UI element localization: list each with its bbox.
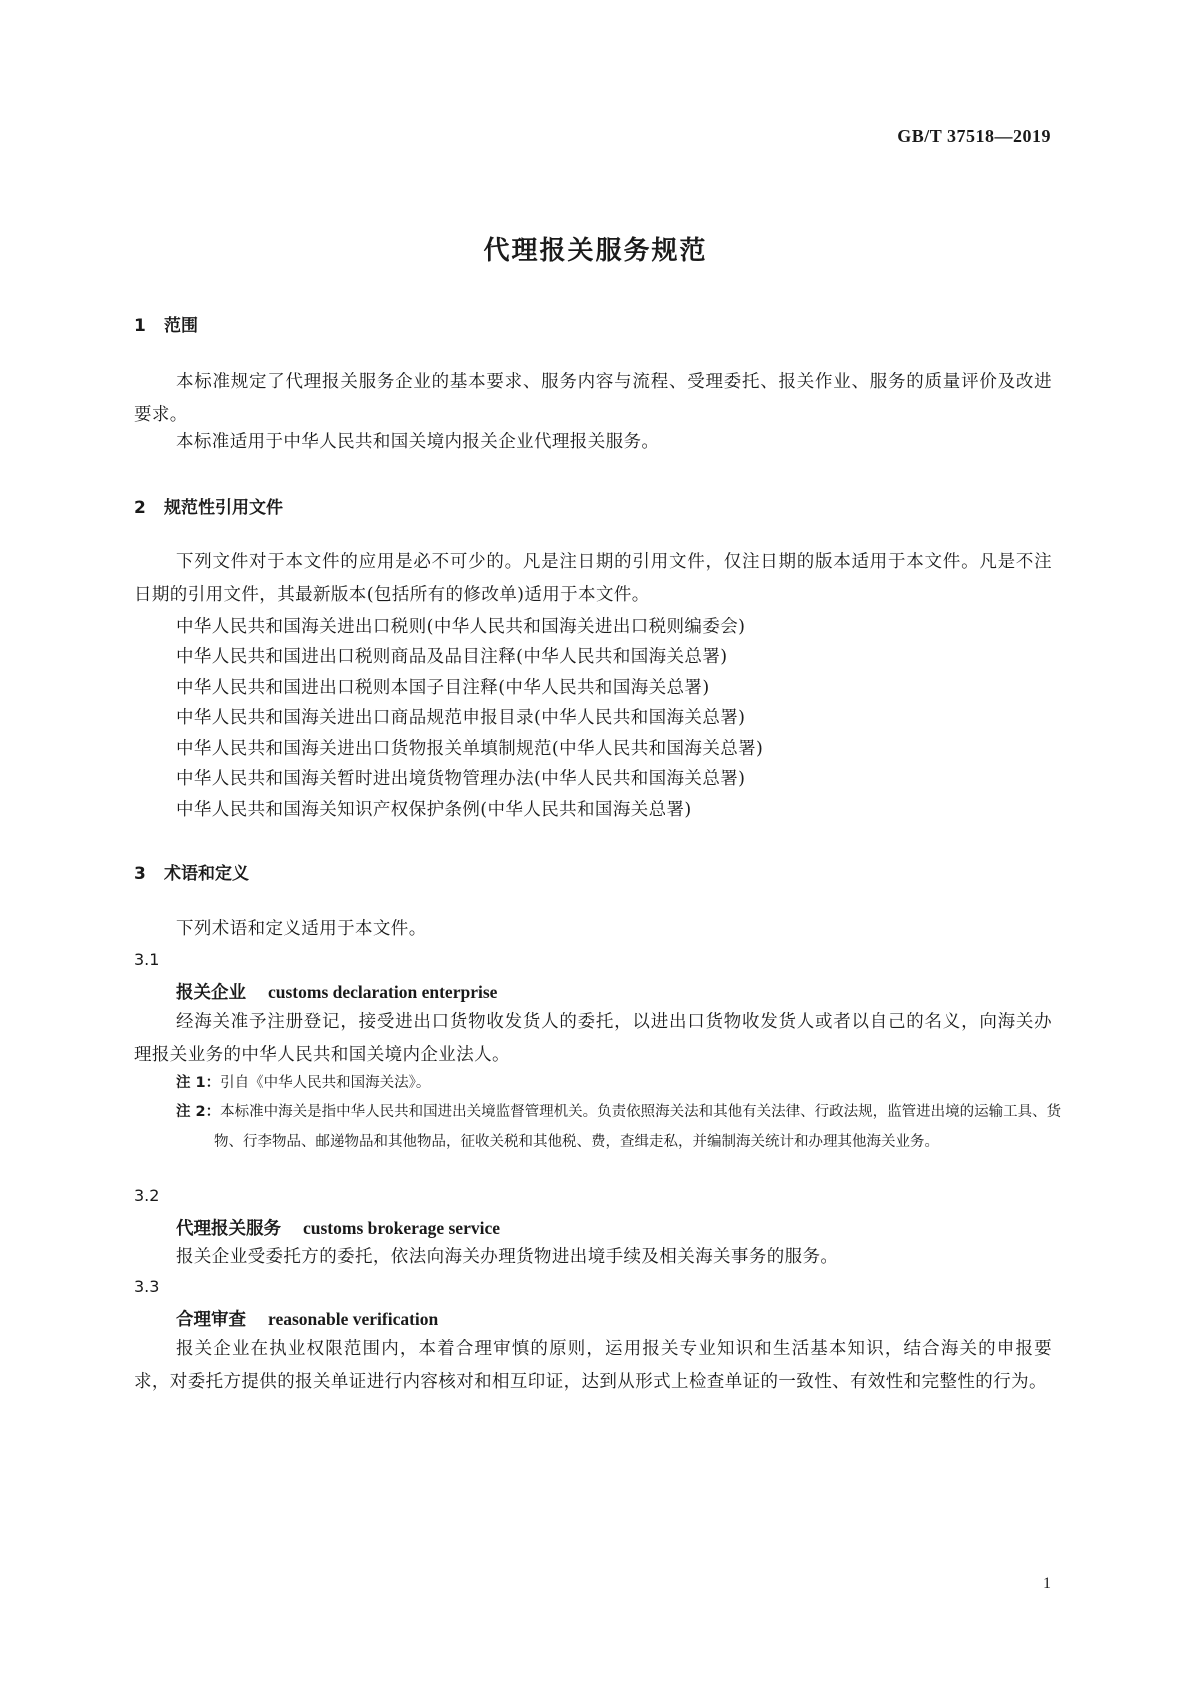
term-definition: 经海关准予注册登记，接受进出口货物收发货人的委托，以进出口货物收发货人或者以自己的名义，向海关办理报关业务的中华人民共和国关境内企业法人。	[134, 1012, 1052, 1065]
note-text: 引自《中华人民共和国海关法》。	[220, 1075, 431, 1091]
note-text: 本标准中海关是指中华人民共和国进出关境监督管理机关。负责依照海关法和其他有关法律、行政法规，监管进出境的运输工具、货物、行李物品、邮递物品和其他物品，征收关税和其他税、费，查缉走私，并编制海关统计和办理其他海关业务。	[214, 1104, 1062, 1150]
section-title: 规范性引用文件	[164, 498, 283, 518]
note-label: 注 1：	[176, 1075, 221, 1091]
reference-item: 中华人民共和国海关进出口商品规范申报目录(中华人民共和国海关总署)	[176, 708, 746, 728]
term-en: customs declaration enterprise	[268, 982, 498, 1002]
reference-item: 中华人民共和国海关暂时进出境货物管理办法(中华人民共和国海关总署)	[176, 769, 746, 789]
section-3-intro: 下列术语和定义适用于本文件。	[176, 919, 427, 939]
note-2	[176, 1097, 1090, 1157]
section-2-heading	[134, 493, 283, 518]
page-number: 1	[1043, 1575, 1051, 1592]
term-number: 3.2	[134, 1186, 160, 1205]
term-definition: 报关企业受委托方的委托，依法向海关办理货物进出境手续及相关海关事务的服务。	[176, 1247, 839, 1267]
reference-item: 中华人民共和国海关进出口货物报关单填制规范(中华人民共和国海关总署)	[176, 739, 764, 759]
note-1	[176, 1068, 1052, 1098]
standard-code: GB/T 37518—2019	[897, 126, 1051, 146]
reference-item: 中华人民共和国进出口税则商品及品目注释(中华人民共和国海关总署)	[176, 647, 728, 667]
term-en: reasonable verification	[268, 1309, 439, 1329]
section-1-paragraph-1: 本标准规定了代理报关服务企业的基本要求、服务内容与流程、受理委托、报关作业、服务的质量评价及改进要求。	[134, 372, 1052, 425]
section-title: 术语和定义	[164, 864, 249, 884]
section-number: 3	[134, 864, 146, 884]
section-number: 2	[134, 498, 146, 518]
section-3-heading	[134, 859, 249, 884]
section-1-paragraph-2: 本标准适用于中华人民共和国关境内报关企业代理报关服务。	[176, 432, 660, 452]
term-zh: 报关企业	[176, 983, 246, 1003]
reference-item: 中华人民共和国海关知识产权保护条例(中华人民共和国海关总署)	[176, 800, 692, 820]
reference-item: 中华人民共和国海关进出口税则(中华人民共和国海关进出口税则编委会)	[176, 617, 746, 637]
section-title: 范围	[164, 316, 198, 336]
section-number: 1	[134, 316, 146, 336]
term-number: 3.1	[134, 950, 160, 969]
document-title: 代理报关服务规范	[483, 236, 708, 266]
reference-item: 中华人民共和国进出口税则本国子目注释(中华人民共和国海关总署)	[176, 678, 710, 698]
term-heading	[176, 1215, 500, 1240]
term-en: customs brokerage service	[303, 1218, 500, 1238]
term-zh: 合理审查	[176, 1310, 246, 1330]
term-zh: 代理报关服务	[176, 1219, 281, 1239]
term-number: 3.3	[134, 1277, 160, 1296]
section-2-intro: 下列文件对于本文件的应用是必不可少的。凡是注日期的引用文件，仅注日期的版本适用于本文件。凡是不注日期的引用文件，其最新版本(包括所有的修改单)适用于本文件。	[134, 552, 1052, 605]
term-definition: 报关企业在执业权限范围内，本着合理审慎的原则，运用报关专业知识和生活基本知识，结合海关的申报要求，对委托方提供的报关单证进行内容核对和相互印证，达到从形式上检查单证的一致性、有效性和完整性的行为。	[134, 1339, 1052, 1392]
term-heading	[176, 979, 497, 1004]
note-label: 注 2：	[176, 1104, 221, 1120]
term-heading	[176, 1306, 438, 1331]
section-1-heading	[134, 311, 198, 336]
